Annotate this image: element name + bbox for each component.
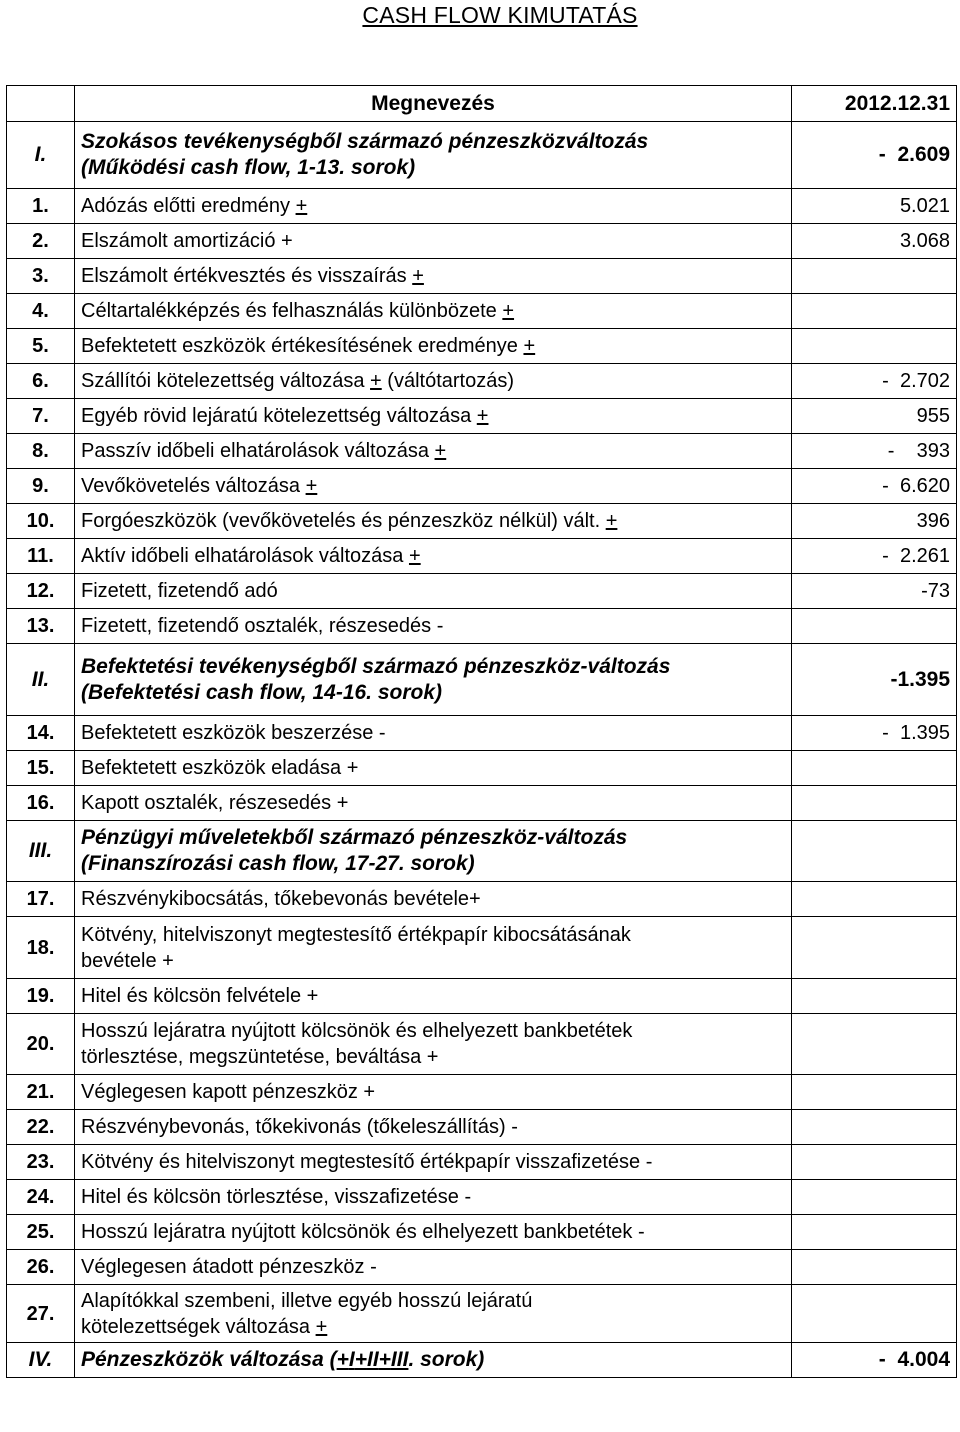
description-text: Befektetett eszközök eladása +	[81, 757, 359, 779]
table-row	[7, 1110, 957, 1145]
row-description	[75, 1250, 792, 1285]
description-text: Szállítói kötelezettség változása	[81, 370, 371, 392]
row-number: 10.	[7, 504, 75, 539]
table-row	[7, 1145, 957, 1180]
row-value: 955	[792, 399, 957, 434]
row-value	[792, 1110, 957, 1145]
table-row	[7, 1215, 957, 1250]
plus-minus-sign: +	[295, 195, 308, 217]
row-number: I.	[7, 122, 75, 189]
row-description	[75, 716, 792, 751]
row-value	[792, 1180, 957, 1215]
section-title-line1: Szokásos tevékenységből származó pénzeszközváltozás	[81, 130, 649, 153]
description-line2-wrapper	[81, 948, 785, 974]
table-row	[7, 979, 957, 1014]
row-number: 4.	[7, 294, 75, 329]
total-text-tail: . sorok)	[408, 1348, 485, 1371]
row-description	[75, 1215, 792, 1250]
row-value	[792, 1215, 957, 1250]
row-value: -1.395	[792, 644, 957, 716]
description-text: Fizetett, fizetendő osztalék, részesedés -	[81, 615, 444, 637]
row-description	[75, 504, 792, 539]
row-description	[75, 786, 792, 821]
row-description	[75, 917, 792, 979]
table-row	[7, 1285, 957, 1343]
table-row	[7, 882, 957, 917]
description-text: Adózás előtti eredmény	[81, 195, 296, 217]
total-formula-part: +	[336, 1348, 349, 1371]
row-value: -73	[792, 574, 957, 609]
row-description	[75, 882, 792, 917]
page-title: CASH FLOW KIMUTATÁS	[362, 2, 638, 28]
description-tail: (váltótartozás)	[381, 370, 514, 392]
row-description	[75, 1145, 792, 1180]
table-row	[7, 189, 957, 224]
total-formula-part: +	[354, 1348, 367, 1371]
table-row	[7, 294, 957, 329]
row-value	[792, 329, 957, 364]
row-description	[75, 189, 792, 224]
table-row	[7, 1180, 957, 1215]
row-number: 13.	[7, 609, 75, 644]
plus-minus-sign: +	[408, 545, 421, 567]
section-title-line2: (Működési cash flow, 1-13. sorok)	[81, 156, 416, 179]
description-text: Elszámolt amortizáció +	[81, 230, 293, 252]
table-row	[7, 469, 957, 504]
description-text: Vevőkövetelés változása	[81, 475, 306, 497]
header-num-cell	[7, 86, 75, 122]
description-text: Céltartalékképzés és felhasználás különbözete	[81, 300, 503, 322]
table-row	[7, 917, 957, 979]
description-text: Forgóeszközök (vevőkövetelés és pénzeszköz nélkül) vált.	[81, 510, 606, 532]
row-number: III.	[7, 821, 75, 882]
row-value: - 1.395	[792, 716, 957, 751]
row-value	[792, 1075, 957, 1110]
row-number: 14.	[7, 716, 75, 751]
description-line2: törlesztése, megszüntetése, beváltása +	[81, 1046, 439, 1068]
row-number: 7.	[7, 399, 75, 434]
description-text: Kötvény és hitelviszonyt megtestesítő értékpapír visszafizetése -	[81, 1151, 653, 1173]
description-text: Befektetett eszközök beszerzése -	[81, 722, 386, 744]
section-title-line2: (Finanszírozási cash flow, 17-27. sorok)	[81, 852, 475, 875]
table-row	[7, 399, 957, 434]
row-description	[75, 399, 792, 434]
row-number: 5.	[7, 329, 75, 364]
row-number: 2.	[7, 224, 75, 259]
row-description	[75, 434, 792, 469]
description-text: Aktív időbeli elhatárolások változása	[81, 545, 409, 567]
table-row	[7, 1075, 957, 1110]
row-description	[75, 1180, 792, 1215]
row-value: - 2.261	[792, 539, 957, 574]
row-description	[75, 329, 792, 364]
plus-minus-sign: +	[315, 1315, 328, 1338]
description-line1: Kötvény, hitelviszonyt megtestesítő értékpapír kibocsátásának	[81, 923, 631, 946]
row-number: 11.	[7, 539, 75, 574]
row-number: 12.	[7, 574, 75, 609]
description-text: Fizetett, fizetendő adó	[81, 580, 278, 602]
description-line2-wrapper	[81, 1314, 785, 1340]
row-value: - 2.609	[792, 122, 957, 189]
row-description	[75, 979, 792, 1014]
table-row	[7, 574, 957, 609]
row-number: 8.	[7, 434, 75, 469]
row-value	[792, 259, 957, 294]
plus-minus-sign: +	[502, 300, 515, 322]
row-value	[792, 1145, 957, 1180]
row-description	[75, 1343, 792, 1378]
description-text: Részvénybevonás, tőkekivonás (tőkeleszállítás) -	[81, 1116, 518, 1138]
plus-minus-sign: +	[476, 405, 489, 427]
table-row	[7, 364, 957, 399]
description-line2-wrapper	[81, 1044, 785, 1070]
plus-minus-sign: +	[305, 475, 318, 497]
description-text: Hitel és kölcsön felvétele +	[81, 985, 319, 1007]
total-formula-part: I	[348, 1348, 355, 1371]
section-row	[7, 122, 957, 189]
row-description	[75, 469, 792, 504]
section-title-line2: (Befektetési cash flow, 14-16. sorok)	[81, 680, 443, 704]
table-row	[7, 751, 957, 786]
row-description	[75, 539, 792, 574]
section-row	[7, 644, 957, 716]
plus-minus-sign: +	[523, 335, 536, 357]
row-value	[792, 786, 957, 821]
table-header-row	[7, 86, 957, 122]
row-number: 6.	[7, 364, 75, 399]
row-description	[75, 1110, 792, 1145]
row-description	[75, 751, 792, 786]
row-value: - 4.004	[792, 1343, 957, 1378]
table-row	[7, 504, 957, 539]
row-value	[792, 979, 957, 1014]
description-text: Befektetett eszközök értékesítésének eredménye	[81, 335, 524, 357]
table-row	[7, 329, 957, 364]
row-number: 15.	[7, 751, 75, 786]
row-description	[75, 574, 792, 609]
row-number: 9.	[7, 469, 75, 504]
row-value	[792, 294, 957, 329]
row-value	[792, 1014, 957, 1075]
description-line1: Hosszú lejáratra nyújtott kölcsönök és elhelyezett bankbetétek	[81, 1020, 633, 1042]
description-text: Egyéb rövid lejáratú kötelezettség változása	[81, 405, 477, 427]
plus-minus-sign: +	[434, 440, 447, 462]
row-description	[75, 259, 792, 294]
row-number: 21.	[7, 1075, 75, 1110]
table-row	[7, 259, 957, 294]
row-number: 3.	[7, 259, 75, 294]
row-number: 17.	[7, 882, 75, 917]
row-description	[75, 1075, 792, 1110]
row-number: 23.	[7, 1145, 75, 1180]
cash-flow-table-body	[7, 86, 957, 1378]
description-line1: Alapítókkal szembeni, illetve egyéb hosszú lejáratú	[81, 1289, 533, 1312]
row-value: - 2.702	[792, 364, 957, 399]
row-number: 22.	[7, 1110, 75, 1145]
description-line2: bevétele +	[81, 949, 174, 972]
table-row	[7, 609, 957, 644]
row-value	[792, 917, 957, 979]
description-text: Passzív időbeli elhatárolások változása	[81, 440, 435, 462]
row-number: 1.	[7, 189, 75, 224]
table-row	[7, 1014, 957, 1075]
cash-flow-table	[6, 85, 957, 1378]
description-text: Kapott osztalék, részesedés +	[81, 792, 349, 814]
row-description	[75, 364, 792, 399]
row-number: 18.	[7, 917, 75, 979]
row-description	[75, 644, 792, 716]
description-text: Hosszú lejáratra nyújtott kölcsönök és elhelyezett bankbetétek -	[81, 1221, 645, 1243]
section-title-line1: Befektetési tevékenységből származó pénzeszköz-változás	[81, 654, 671, 678]
total-text: Pénzeszközök változása (	[81, 1348, 337, 1371]
table-row	[7, 716, 957, 751]
total-formula-part: III	[390, 1348, 409, 1371]
row-value	[792, 609, 957, 644]
total-row	[7, 1343, 957, 1378]
row-description	[75, 821, 792, 882]
row-description	[75, 294, 792, 329]
total-formula-part: II	[366, 1348, 379, 1371]
row-value: 3.068	[792, 224, 957, 259]
row-number: 20.	[7, 1014, 75, 1075]
plus-minus-sign: +	[605, 510, 618, 532]
row-number: 16.	[7, 786, 75, 821]
row-description	[75, 609, 792, 644]
plus-minus-sign: +	[370, 370, 382, 392]
description-line2: kötelezettségek változása	[81, 1315, 316, 1338]
row-value	[792, 882, 957, 917]
row-number: II.	[7, 644, 75, 716]
row-value	[792, 751, 957, 786]
row-number: 25.	[7, 1215, 75, 1250]
row-number: 26.	[7, 1250, 75, 1285]
table-row	[7, 224, 957, 259]
section-title-line1: Pénzügyi műveletekből származó pénzeszköz-változás	[81, 826, 628, 849]
table-row	[7, 786, 957, 821]
row-value: 5.021	[792, 189, 957, 224]
row-description	[75, 1014, 792, 1075]
description-text: Elszámolt értékvesztés és visszaírás	[81, 265, 413, 287]
row-number: IV.	[7, 1343, 75, 1378]
row-number: 27.	[7, 1285, 75, 1343]
description-text: Hitel és kölcsön törlesztése, visszafizetése -	[81, 1186, 472, 1208]
row-value: 396	[792, 504, 957, 539]
description-text: Részvénykibocsátás, tőkebevonás bevétele+	[81, 888, 481, 910]
row-description	[75, 122, 792, 189]
table-row	[7, 539, 957, 574]
row-number: 24.	[7, 1180, 75, 1215]
row-value	[792, 821, 957, 882]
plus-minus-sign: +	[412, 265, 424, 287]
total-formula-part: +	[378, 1348, 391, 1371]
description-text: Véglegesen kapott pénzeszköz +	[81, 1081, 376, 1103]
row-value: - 393	[792, 434, 957, 469]
table-row	[7, 1250, 957, 1285]
header-date-cell: 2012.12.31	[792, 86, 957, 122]
row-description	[75, 1285, 792, 1343]
row-value	[792, 1250, 957, 1285]
row-value	[792, 1285, 957, 1343]
table-row	[7, 434, 957, 469]
header-name-cell: Megnevezés	[75, 86, 792, 122]
row-number: 19.	[7, 979, 75, 1014]
section-row	[7, 821, 957, 882]
row-description	[75, 224, 792, 259]
description-text: Véglegesen átadott pénzeszköz -	[81, 1256, 377, 1278]
row-value: - 6.620	[792, 469, 957, 504]
